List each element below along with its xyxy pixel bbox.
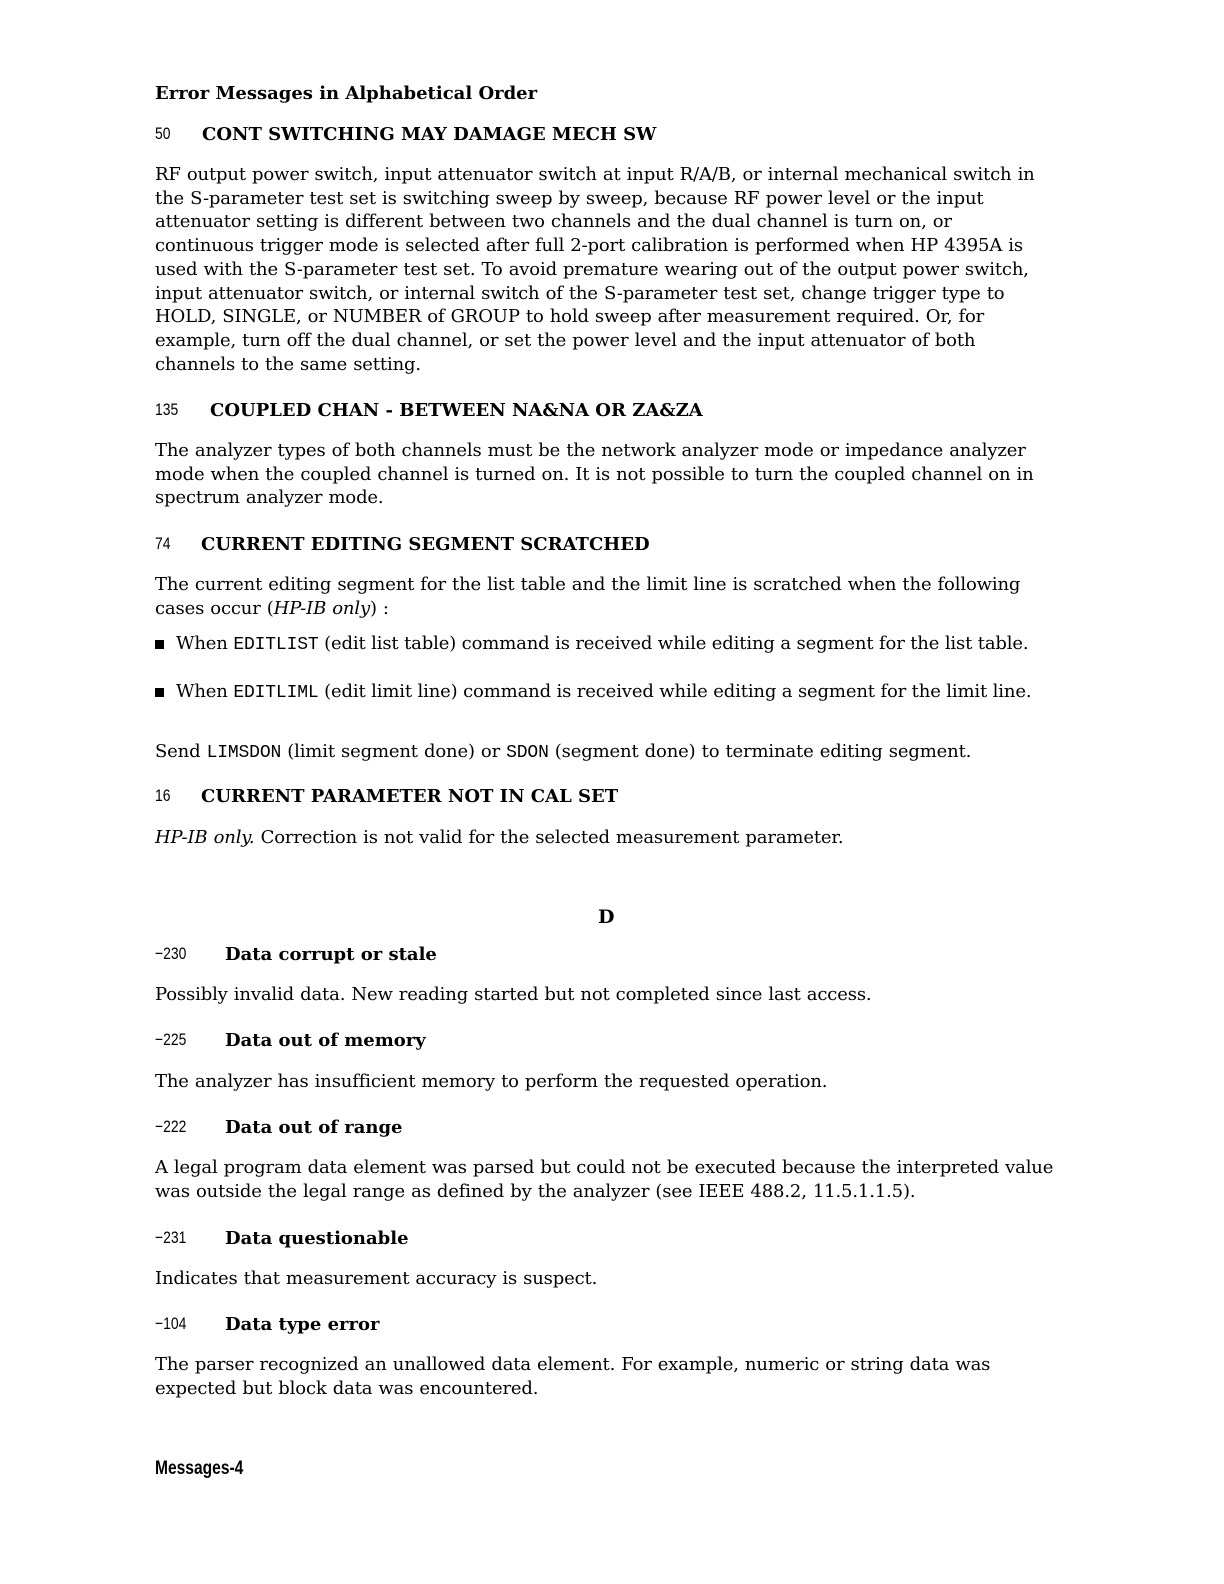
- message-heading: [155, 1228, 409, 1249]
- message-description: [155, 1267, 1055, 1291]
- message-description: [155, 826, 1055, 850]
- message-number: 135: [155, 400, 179, 419]
- message-number: −104: [155, 1314, 187, 1333]
- message-title: Data type error: [225, 1314, 380, 1335]
- bullet-square-icon: [155, 640, 164, 649]
- bullet-item: [155, 680, 1035, 706]
- message-description: [155, 163, 1055, 376]
- message-heading: [155, 944, 437, 965]
- message-number: 74: [155, 534, 171, 553]
- bullet-text-part: When: [176, 633, 234, 654]
- command-code: LIMSDON: [206, 743, 282, 763]
- bullet-text-part: (edit list table) command is received while editing a segment for the list table.: [318, 633, 1029, 654]
- description-text: The parser recognized an unallowed data element. For example, numeric or string data was expected but block data was encountered.: [155, 1354, 991, 1399]
- message-heading: [155, 1117, 403, 1138]
- message-heading: [155, 124, 657, 145]
- bullet-item: [155, 632, 1035, 658]
- message-number: −225: [155, 1030, 187, 1049]
- description-text-part: The current editing segment for the list table and the limit line is scratched when the following cases occur (: [155, 574, 1021, 619]
- description-text-part: Send: [155, 741, 207, 762]
- description-text: The analyzer has insufficient memory to perform the requested operation.: [155, 1071, 828, 1092]
- command-code: EDITLIST: [233, 635, 319, 655]
- description-text-part: (segment done) to terminate editing segment.: [548, 741, 972, 762]
- message-title: CURRENT EDITING SEGMENT SCRATCHED: [201, 534, 650, 555]
- message-description: [155, 439, 1055, 510]
- description-text: Possibly invalid data. New reading started but not completed since last access.: [155, 984, 872, 1005]
- message-description: [155, 1070, 1055, 1094]
- message-description: [155, 573, 1055, 620]
- message-description: [155, 1353, 1055, 1400]
- message-title: Data out of memory: [225, 1030, 426, 1051]
- description-text: [155, 740, 1055, 766]
- message-number: −222: [155, 1117, 187, 1136]
- message-title: Data out of range: [225, 1117, 403, 1138]
- message-description: [155, 1156, 1055, 1203]
- message-number: 16: [155, 786, 171, 805]
- message-description: [155, 983, 1055, 1007]
- description-text-part: ) :: [369, 597, 389, 619]
- message-number: 50: [155, 124, 171, 143]
- bullet-text: [176, 632, 1035, 658]
- bullet-text-part: (edit limit line) command is received while editing a segment for the limit line.: [318, 681, 1032, 702]
- section-letter: D: [598, 906, 615, 928]
- command-code: EDITLIML: [233, 683, 319, 703]
- message-title: COUPLED CHAN - BETWEEN NA&NA OR ZA&ZA: [210, 400, 703, 421]
- description-text: [155, 573, 1055, 620]
- description-text: The analyzer types of both channels must be the network analyzer mode or impedance analyzer mode when the coupled channel is turned on. It is not possible to turn the coupled channel on in spectrum analyzer mode.: [155, 440, 1034, 509]
- message-title: Data corrupt or stale: [225, 944, 437, 965]
- message-heading: [155, 1314, 380, 1335]
- description-text: A legal program data element was parsed but could not be executed because the interpreted value was outside the legal range as defined by the analyzer (see IEEE 488.2, 11.5.1.1.5).: [155, 1157, 1054, 1202]
- bullet-text-part: When: [176, 681, 234, 702]
- message-title: CURRENT PARAMETER NOT IN CAL SET: [201, 786, 619, 807]
- description-text: Indicates that measurement accuracy is suspect.: [155, 1268, 598, 1289]
- bullet-text: [176, 680, 1035, 706]
- message-heading: [155, 400, 703, 421]
- running-head: Error Messages in Alphabetical Order: [155, 83, 538, 104]
- description-text: [155, 826, 1055, 850]
- hpib-only-note: HP-IB only: [273, 597, 370, 619]
- message-heading: [155, 534, 650, 555]
- hpib-only-note: HP-IB only.: [155, 827, 255, 848]
- message-heading: [155, 786, 619, 807]
- command-code: SDON: [506, 743, 549, 763]
- message-title: Data questionable: [225, 1228, 409, 1249]
- bullet-square-icon: [155, 688, 164, 697]
- message-number: −231: [155, 1228, 187, 1247]
- message-heading: [155, 1030, 426, 1051]
- message-number: −230: [155, 944, 187, 963]
- message-description: [155, 740, 1055, 766]
- page-footer: Messages-4: [155, 1458, 244, 1479]
- description-text-part: (limit segment done) or: [281, 741, 507, 762]
- description-text-part: Correction is not valid for the selected measurement parameter.: [254, 827, 844, 848]
- description-text: RF output power switch, input attenuator switch at input R/A/B, or internal mechanical switch in the S-parameter test set is switching sweep by sweep, because RF power level or the input attenuator setting is different between two channels and the dual channel is turn on, or continuous trigger mode is selected after full 2-port calibration is performed when HP 4395A is used with the S-parameter test set. To avoid premature wearing out of the output power switch, input attenuator switch, or internal switch of the S-parameter test set, change trigger type to HOLD, SINGLE, or NUMBER of GROUP to hold sweep after measurement required. Or, for example, turn off the dual channel, or set the power level and the input attenuator of both channels to the same setting.: [155, 164, 1035, 375]
- message-title: CONT SWITCHING MAY DAMAGE MECH SW: [202, 124, 657, 145]
